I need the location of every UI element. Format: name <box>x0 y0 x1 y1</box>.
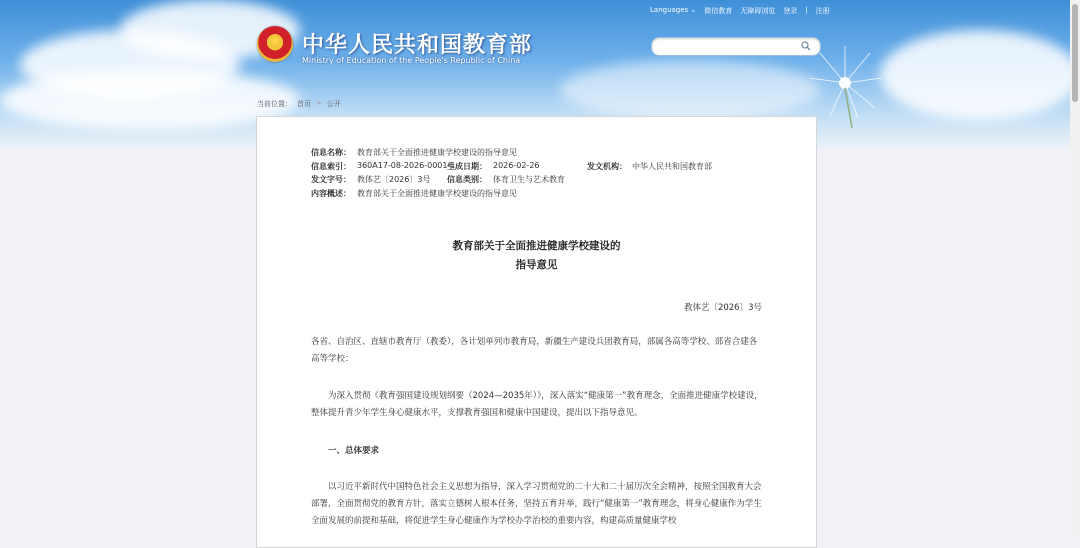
body-paragraph: 以习近平新时代中国特色社会主义思想为指导，深入学习贯彻党的二十大和二十届历次全会精神，按照全国教育大会部署，全面贯彻党的教育方针，落实立德树人根本任务，坚持五育并举，践行“健康第一”教育理念，将身心健康作为学生全面发展的前提和基础，将促进学生身心健康作为学校办学治校的重要内容，构建高质量健康学校 <box>311 482 762 526</box>
scrollbar-thumb[interactable] <box>1072 4 1078 102</box>
top-nav <box>650 6 830 16</box>
wechat-link[interactable]: 微信教育 <box>704 7 733 15</box>
register-link[interactable]: 注册 <box>815 7 830 15</box>
meta-number-value: 教体艺〔2026〕3号 <box>357 175 431 184</box>
meta-number-key: 发文字号： <box>311 175 351 184</box>
languages-link[interactable]: Languages ⌄ <box>650 6 697 14</box>
meta-org-value: 中华人民共和国教育部 <box>632 161 712 171</box>
meta-summary-key: 内容概述： <box>311 188 351 198</box>
accessibility-link[interactable]: 无障碍浏览 <box>740 7 776 15</box>
site-subtitle: Ministry of Education of the People's Republic of China <box>302 56 521 65</box>
document-panel <box>256 116 817 548</box>
breadcrumb <box>257 99 341 109</box>
site-title[interactable]: 中华人民共和国教育部 <box>302 32 533 58</box>
search-button[interactable] <box>797 37 814 54</box>
document-title-line-1: 教育部关于全面推进健康学校建设的 <box>452 240 621 252</box>
scrollbar[interactable] <box>1070 0 1080 535</box>
meta-name-value: 教育部关于全面推进健康学校建设的指导意见 <box>357 148 517 157</box>
document-title-line-2: 指导意见 <box>515 259 558 271</box>
meta-index-value: 360A17-08-2026-0001-1 <box>357 160 456 170</box>
divider: | <box>805 6 808 14</box>
search-input[interactable] <box>651 37 821 56</box>
breadcrumb-home[interactable]: 首页 <box>297 100 311 108</box>
meta-summary-value: 教育部关于全面推进健康学校建设的指导意见 <box>357 188 517 198</box>
meta-category-key: 信息类别： <box>447 175 487 184</box>
meta-date-value: 2026-02-26 <box>493 160 540 170</box>
national-emblem-icon[interactable] <box>257 26 293 62</box>
breadcrumb-public[interactable]: 公开 <box>326 100 341 108</box>
meta-org-key: 发文机构： <box>587 161 627 171</box>
intro-paragraph: 为深入贯彻《教育强国建设规划纲要（2024—2035年）》，深入落实“健康第一”教育理念，全面推进健康学校建设，整体提升青少年学生身心健康水平，支撑教育强国和健康中国建设，提出以下指导意见。 <box>311 391 763 418</box>
search-icon <box>801 41 811 51</box>
addressee-paragraph: 各省、自治区、直辖市教育厅（教委），各计划单列市教育局，新疆生产建设兵团教育局，部属各高等学校、部省合建各高等学校： <box>311 337 758 364</box>
meta-date-key: 生成日期： <box>447 161 487 171</box>
login-link[interactable]: 登录 <box>783 7 798 15</box>
meta-name-key: 信息名称： <box>311 148 351 157</box>
meta-index-key: 信息索引： <box>311 161 351 171</box>
meta-category-value: 体育卫生与艺术教育 <box>493 175 565 184</box>
document-number: 教体艺〔2026〕3号 <box>683 303 762 313</box>
breadcrumb-separator: > <box>316 99 322 107</box>
breadcrumb-prefix: 当前位置： <box>257 100 292 108</box>
section-heading: 一、总体要求 <box>328 446 380 456</box>
